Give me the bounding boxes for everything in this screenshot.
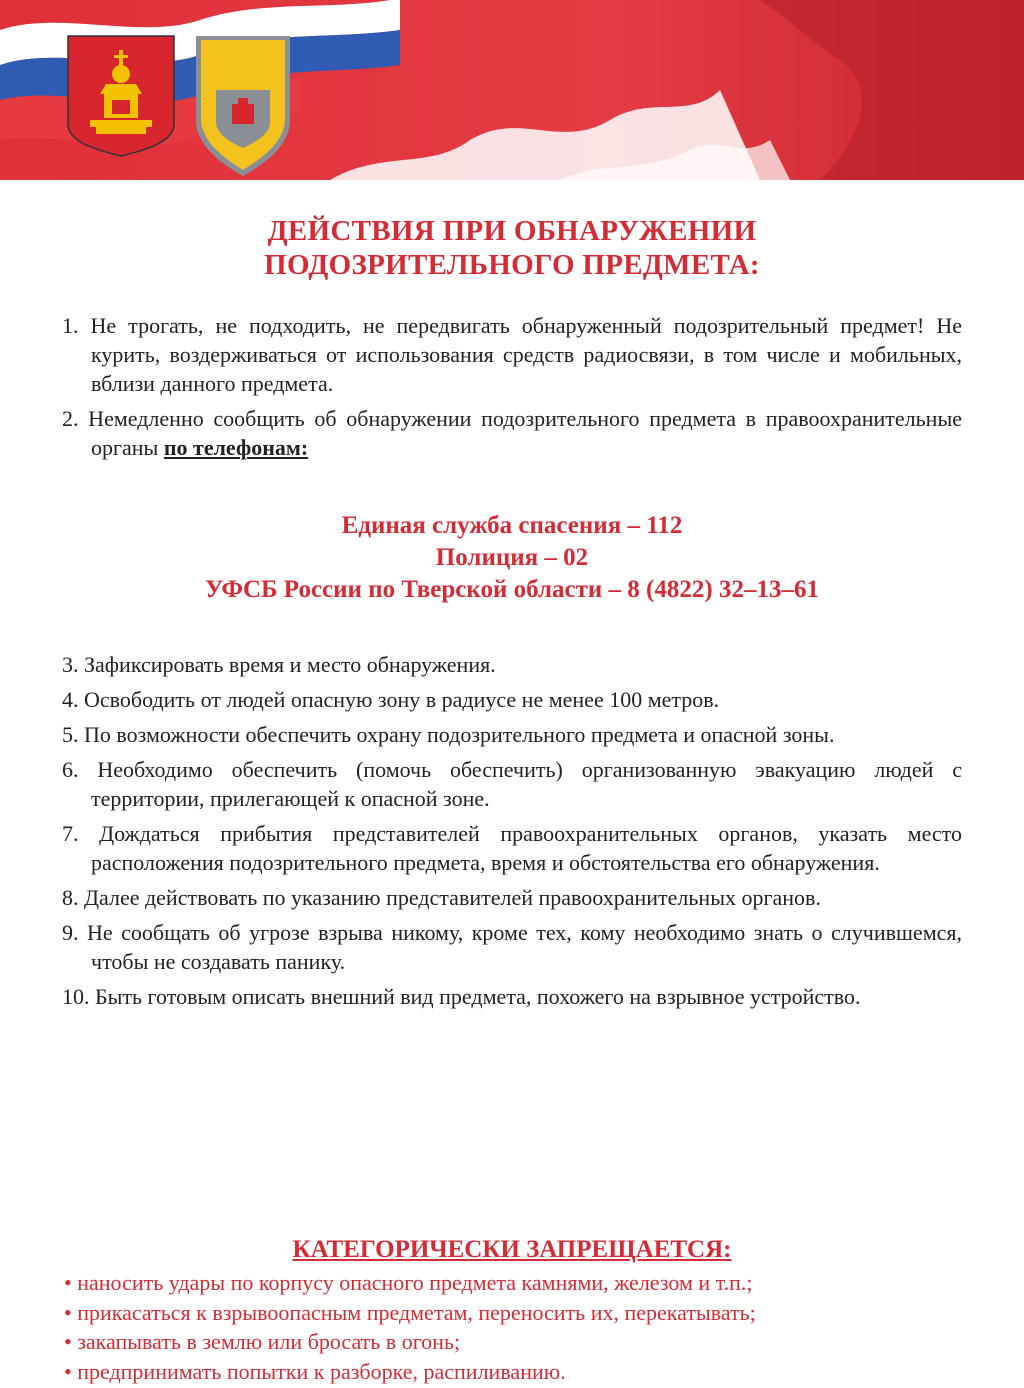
forbidden-item: • предпринимать попытки к разборке, распиливанию. bbox=[64, 1357, 964, 1387]
list-item: 5. По возможности обеспечить охрану подозрительного предмета и опасной зоны. bbox=[62, 722, 835, 747]
list-item bbox=[62, 404, 962, 462]
list-item: 3. Зафиксировать время и место обнаружения. bbox=[62, 652, 496, 677]
contact-police: Полиция – 02 bbox=[435, 544, 589, 571]
forbidden-item: • закапывать в землю или бросать в огонь; bbox=[64, 1327, 964, 1357]
steps-list-part1 bbox=[62, 311, 962, 468]
page-title bbox=[0, 214, 1024, 282]
regional-security-shield-icon bbox=[194, 30, 292, 178]
list-item: 4. Освободить от людей опасную зону в радиусе не менее 100 метров. bbox=[62, 687, 720, 712]
list-item: 1. Не трогать, не подходить, не передвигать обнаруженный подозрительный предмет! Не курить, воздерживаться от использования средств радиосвязи, в том числе и мобильных, вблизи данного предмета. bbox=[62, 313, 962, 396]
list-item: 10. Быть готовым описать внешний вид предмета, похожего на взрывное устройство. bbox=[62, 984, 861, 1009]
phones-emphasis: по телефонам: bbox=[163, 435, 309, 460]
title-line-2: ПОДОЗРИТЕЛЬНОГО ПРЕДМЕТА: bbox=[264, 249, 760, 281]
list-item-text: 2. Немедленно сообщить об обнаружении подозрительного предмета в правоохранительные органы bbox=[62, 406, 962, 460]
list-item: 8. Далее действовать по указанию представителей правоохранительных органов. bbox=[62, 885, 821, 910]
tver-coat-of-arms-icon bbox=[66, 34, 176, 158]
list-item: 7. Дождаться прибытия представителей правоохранительных органов, указать место расположения подозрительного предмета, время и обстоятельства его обнаружения. bbox=[62, 821, 962, 875]
contact-rescue: Единая служба спасения – 112 bbox=[341, 512, 683, 539]
list-item: 9. Не сообщать об угрозе взрыва никому, кроме тех, кому необходимо знать о случившемся, чтобы не создавать панику. bbox=[62, 920, 962, 974]
forbidden-title: КАТЕГОРИЧЕСКИ ЗАПРЕЩАЕТСЯ: bbox=[292, 1236, 732, 1263]
contact-fsb: УФСБ России по Тверской области – 8 (4822) 32–13–61 bbox=[205, 576, 819, 603]
forbidden-item: • наносить удары по корпусу опасного предмета камнями, железом и т.п.; bbox=[64, 1268, 964, 1298]
steps-list-part2 bbox=[62, 650, 962, 1017]
list-item: 6. Необходимо обеспечить (помочь обеспечить) организованную эвакуацию людей с территории, прилегающей к опасной зоне. bbox=[62, 757, 962, 811]
header-banner bbox=[0, 0, 1024, 205]
forbidden-item: • прикасаться к взрывоопасным предметам, переносить их, перекатывать; bbox=[64, 1298, 964, 1328]
forbidden-list bbox=[64, 1268, 964, 1386]
emergency-contacts bbox=[0, 510, 1024, 606]
title-line-1: ДЕЙСТВИЯ ПРИ ОБНАРУЖЕНИИ bbox=[267, 215, 757, 247]
